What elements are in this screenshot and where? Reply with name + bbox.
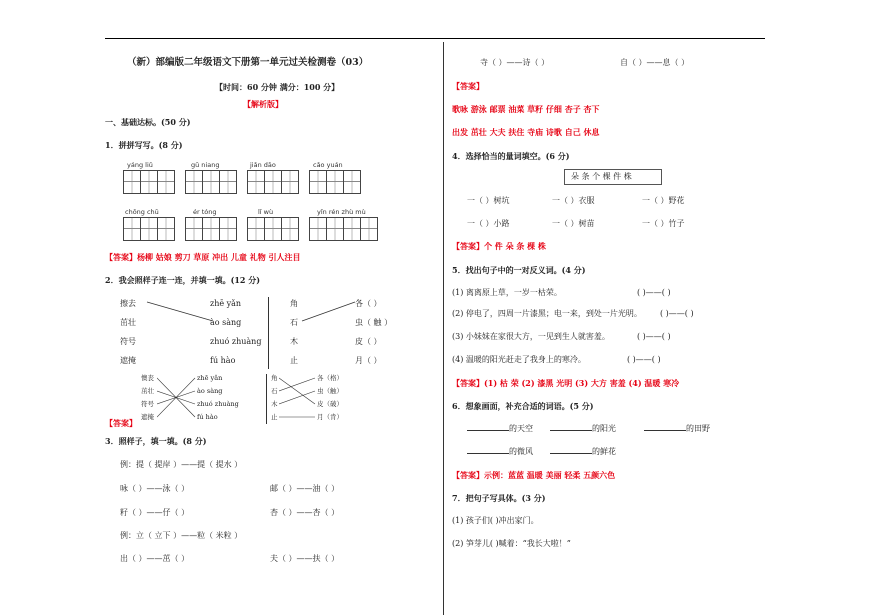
pinyin-label: jiǎn dāo xyxy=(250,161,276,169)
q4-fill[interactable]: 一（ ）树坑 xyxy=(467,196,510,205)
q6-phrase: 的田野 xyxy=(686,424,710,433)
q6-phrase: 的微风 xyxy=(509,447,533,456)
q5-sentence: (4) 温暖的阳光赶走了我身上的寒冷。 xyxy=(452,355,586,364)
match-char: 木 xyxy=(290,337,298,346)
answer-text: 杨柳 姑娘 剪刀 草原 冲出 儿童 礼物 引人注目 xyxy=(137,252,301,262)
answer-text: (1) 枯 荣 (2) 漆黑 光明 (3) 大方 害羞 (4) 温暖 寒冷 xyxy=(484,378,680,388)
answer-text: 示例：蓝蓝 温暖 美丽 轻柔 五颜六色 xyxy=(484,470,616,480)
ans-fill: 各（格） xyxy=(317,374,343,382)
match-pinyin: ào sàng xyxy=(210,318,242,327)
q6-blank-item[interactable] xyxy=(467,447,533,457)
pinyin-label: gū niang xyxy=(191,161,220,169)
q3-example: 例：提（ 提岸 ）——提（ 提水 ） xyxy=(120,460,243,469)
q5-heading: 5．找出句子中的一对反义词。(4 分) xyxy=(452,265,586,275)
ans-fill: 月（肯） xyxy=(317,413,343,421)
match-char: 石 xyxy=(290,318,298,327)
q6-blank-item[interactable] xyxy=(467,424,533,434)
ans-divider xyxy=(266,374,267,424)
ans-fill: 皮（破） xyxy=(317,400,343,408)
ans-pinyin: zhē yǎn xyxy=(197,374,223,382)
match-pinyin: zhē yǎn xyxy=(210,299,242,308)
answer-label: 【答案】 xyxy=(452,241,484,251)
ans-match-lines xyxy=(157,374,197,424)
match-left-word: 符号 xyxy=(120,337,136,346)
ans-pinyin: zhuó zhuàng xyxy=(197,400,239,408)
q4-answer xyxy=(452,241,546,252)
ans-pinyin: fú hào xyxy=(197,413,218,421)
match-fill[interactable]: 月（ ） xyxy=(355,356,382,365)
q2-answer-diagram xyxy=(141,374,361,426)
q7-item[interactable]: (1) 孩子们( )冲出家门。 xyxy=(452,516,539,525)
writing-grid[interactable] xyxy=(123,170,175,194)
match-divider xyxy=(268,297,269,369)
q3-fill[interactable]: 自（ ）——息（ ） xyxy=(620,58,690,67)
q2-answer-label: 【答案】 xyxy=(105,418,137,428)
match-fill[interactable]: 各（ ） xyxy=(355,299,382,308)
q4-heading: 4．选择恰当的量词填空。(6 分) xyxy=(452,151,570,161)
example-match-line xyxy=(300,297,360,367)
match-pinyin: zhuó zhuàng xyxy=(210,337,262,346)
ans-left-word: 遮掩 xyxy=(141,413,154,421)
match-left-word: 擦去 xyxy=(120,299,136,308)
q5-blanks[interactable]: ( )——( ) xyxy=(637,288,671,297)
pinyin-label: yǐn rén zhù mù xyxy=(317,208,366,216)
q4-fill[interactable]: 一（ ）竹子 xyxy=(642,219,685,228)
q4-fill[interactable]: 一（ ）树苗 xyxy=(552,219,595,228)
edition-label: 【解析版】 xyxy=(243,99,283,109)
writing-grid[interactable] xyxy=(185,217,237,241)
ans-left-word: 懊丧 xyxy=(141,374,154,382)
q4-fill[interactable]: 一（ ）野花 xyxy=(642,196,685,205)
match-pinyin: fú hào xyxy=(210,356,236,365)
match-left-word: 茁壮 xyxy=(120,318,136,327)
q5-sentence: (1) 离离原上草，一岁一枯荣。 xyxy=(452,288,562,297)
ans-left-word: 符号 xyxy=(141,400,154,408)
match-char: 角 xyxy=(290,299,298,308)
match-char: 止 xyxy=(290,356,298,365)
q4-fill[interactable]: 一（ ）衣服 xyxy=(552,196,595,205)
section-1-heading: 一、基础达标。(50 分) xyxy=(105,117,191,127)
ans-left-word: 茁壮 xyxy=(141,387,154,395)
ans-pinyin: ào sàng xyxy=(197,387,223,395)
q5-sentence: (3) 小妹妹在家很大方，一见到生人就害羞。 xyxy=(452,332,610,341)
answer-label: 【答案】 xyxy=(452,470,484,480)
q3-fill[interactable]: 杏（ ）——杏（ ） xyxy=(270,508,340,517)
q3-answer-line: 歌咏 游泳 邮票 油菜 草籽 仔细 杏子 杏下 xyxy=(452,104,600,114)
q5-blanks[interactable]: ( )——( ) xyxy=(637,332,671,341)
q6-blank-item[interactable] xyxy=(550,447,616,457)
ans-char: 止 xyxy=(271,413,278,421)
q6-phrase: 的鲜花 xyxy=(592,447,616,456)
ans-fill: 虫（触） xyxy=(317,387,343,395)
q7-heading: 7．把句子写具体。(3 分) xyxy=(452,493,546,503)
ans-char: 木 xyxy=(271,400,278,408)
answer-label: 【答案】 xyxy=(105,252,137,262)
column-divider xyxy=(443,42,444,615)
q6-phrase: 的阳光 xyxy=(592,424,616,433)
q3-fill[interactable]: 夫（ ）——扶（ ） xyxy=(270,554,340,563)
choices-text: 朵 条 个 棵 件 株 xyxy=(571,172,632,181)
ans-match-lines xyxy=(279,374,319,424)
writing-grid[interactable] xyxy=(309,170,361,194)
pinyin-label: chōng chū xyxy=(125,208,159,216)
q3-fill[interactable]: 出（ ）——茁（ ） xyxy=(120,554,190,563)
q6-answer xyxy=(452,470,615,481)
q5-sentence: (2) 停电了，四周一片漆黑；电一来，到处一片光明。 xyxy=(452,309,642,318)
q3-fill[interactable]: 籽（ ）——仔（ ） xyxy=(120,508,190,517)
q5-blanks[interactable]: ( )——( ) xyxy=(660,309,694,318)
q6-blank-item[interactable] xyxy=(550,424,616,434)
writing-grid[interactable] xyxy=(247,170,299,194)
match-left-word: 遮掩 xyxy=(120,356,136,365)
q3-example: 例：立（ 立下 ）——粒（ 米粒 ） xyxy=(120,531,243,540)
writing-grid[interactable] xyxy=(309,217,378,241)
q6-heading: 6．想象画面，补充合适的词语。(5 分) xyxy=(452,401,594,411)
writing-grid[interactable] xyxy=(247,217,299,241)
top-rule xyxy=(105,38,765,39)
answer-label: 【答案】 xyxy=(452,378,484,388)
writing-grid[interactable] xyxy=(123,217,175,241)
q4-fill[interactable]: 一（ ）小路 xyxy=(467,219,510,228)
match-fill[interactable]: 虫（ 触 ） xyxy=(355,318,393,327)
pinyin-label: ér tóng xyxy=(193,208,217,216)
q3-fill[interactable]: 邮（ ）——油（ ） xyxy=(270,484,340,493)
writing-grid[interactable] xyxy=(185,170,237,194)
q6-phrase: 的天空 xyxy=(509,424,533,433)
q3-answer-label: 【答案】 xyxy=(452,81,484,91)
q7-item[interactable]: (2) 笋芽儿( )喊着：“我长大啦！” xyxy=(452,539,571,548)
q3-fill[interactable]: 咏（ ）——泳（ ） xyxy=(120,484,190,493)
q3-heading: 3．照样子，填一填。(8 分) xyxy=(105,436,207,446)
time-info: 【时间：60 分钟 满分：100 分】 xyxy=(215,82,340,92)
pinyin-label: yáng liǔ xyxy=(127,161,153,169)
q3-answer-line: 出发 茁壮 大夫 扶住 寺庙 诗歌 自己 休息 xyxy=(452,127,600,137)
pinyin-label: lǐ wù xyxy=(258,208,274,216)
ans-char: 角 xyxy=(271,374,278,382)
q5-answer xyxy=(452,378,679,389)
q5-blanks[interactable]: ( )——( ) xyxy=(627,355,661,364)
ans-char: 石 xyxy=(271,387,278,395)
pinyin-label: cǎo yuán xyxy=(313,161,343,169)
q1-answer xyxy=(105,252,301,263)
q1-heading: 1．拼拼写写。(8 分) xyxy=(105,140,183,150)
page-title: （新）部编版二年级语文下册第一单元过关检测卷（03） xyxy=(127,57,369,68)
example-match-line xyxy=(145,297,220,367)
q6-blank-item[interactable] xyxy=(644,424,710,434)
match-fill[interactable]: 皮（ ） xyxy=(355,337,382,346)
q3-fill[interactable]: 寺（ ）——诗（ ） xyxy=(480,58,550,67)
answer-text: 个 件 朵 条 棵 株 xyxy=(484,241,546,251)
q2-heading: 2．我会照样子连一连，并填一填。(12 分) xyxy=(105,275,261,285)
